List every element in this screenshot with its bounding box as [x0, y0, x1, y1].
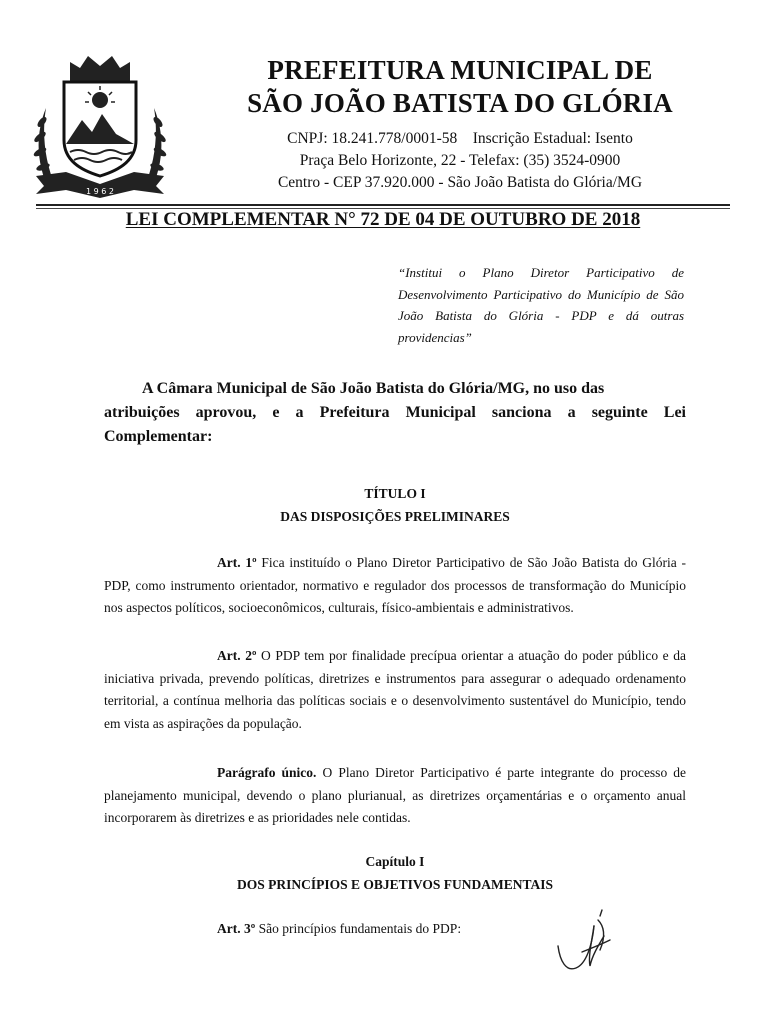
paragrafo-unico-text: O Plano Diretor Participativo é parte integrante do processo de planejamento municipal, devendo o plano plurianual, as diretrizes orçamentárias e o orçamento anual incorporarem às diretrizes e as prioridades nele contidas. [104, 765, 686, 825]
law-ementa: “Institui o Plano Diretor Participativo de Desenvolvimento Participativo do Município de São João Batista do Glória - PDP e dá outras providencias” [398, 265, 684, 345]
titulo-name: DAS DISPOSIÇÕES PRELIMINARES [280, 509, 510, 524]
capitulo-label: Capítulo I [365, 854, 425, 869]
header-divider [36, 204, 730, 206]
law-title [36, 207, 730, 233]
municipal-coat-of-arms-icon [30, 52, 170, 200]
svg-text:1 9 6 2: 1 9 6 2 [86, 187, 114, 196]
article-2-label: Art. 2º [217, 648, 257, 663]
prefeitura-title-line1: PREFEITURA MUNICIPAL DE [267, 55, 653, 85]
capitulo-name: DOS PRINCÍPIOS E OBJETIVOS FUNDAMENTAIS [236, 877, 554, 892]
article-2 [104, 645, 686, 735]
paragrafo-unico [104, 762, 686, 830]
enactment-rest: atribuições aprovou, e a Prefeitura Municipal sanciona a seguinte Lei Complementar: [104, 404, 686, 445]
titulo-label: TÍTULO I [364, 486, 426, 501]
address-line: Praça Belo Horizonte, 22 - Telefax: (35) 3524-0900 [299, 152, 621, 169]
article-1-label: Art. 1º [217, 555, 257, 570]
article-1-text: Fica instituído o Plano Diretor Participativo de São João Batista do Glória - PDP, como instrumento orientador, normativo e regulador dos processos de transformação do Município nos aspectos políticos, socioeconômicos, culturais, físico-ambientais e administrativos. [104, 555, 687, 615]
city-line: Centro - CEP 37.920.000 - São João Batista do Glória/MG [277, 174, 643, 191]
inscricao-text: Inscrição Estadual: Isento [472, 130, 633, 147]
cnpj-text: CNPJ: 18.241.778/0001-58 [287, 130, 458, 147]
law-title-text: LEI COMPLEMENTAR N° 72 DE 04 DE OUTUBRO DE 2018 [125, 209, 641, 230]
prefeitura-title-line2: SÃO JOÃO BATISTA DO GLÓRIA [247, 88, 673, 118]
paragrafo-unico-label: Parágrafo único. [217, 765, 317, 780]
cnpj-line [200, 129, 720, 149]
article-3-text: São princípios fundamentais do PDP: [258, 921, 462, 936]
enactment-line1: A Câmara Municipal de São João Batista do Glória/MG, no uso das [142, 380, 605, 397]
signature-rubric [548, 906, 628, 986]
article-2-text: O PDP tem por finalidade precípua orientar a atuação do poder público e da iniciativa privada, prevendo políticas, diretrizes e instrumentos para assegurar o adequado ordenamento territorial, a contínua melhoria das políticas sociais e o desenvolvimento sustentável do Município, tendo em vista as aspirações da população. [104, 648, 686, 731]
article-1 [104, 552, 686, 620]
enactment-clause [104, 377, 686, 449]
article-3-label: Art. 3º [217, 921, 256, 936]
